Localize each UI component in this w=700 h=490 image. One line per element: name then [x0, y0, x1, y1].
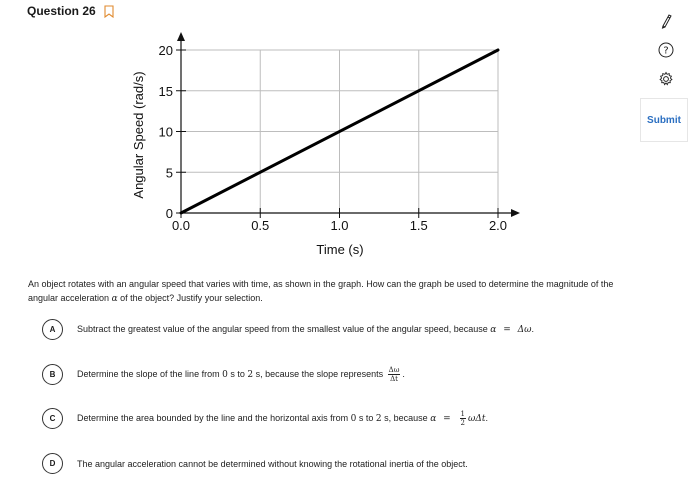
x-tick-label-3: 1.5 — [409, 218, 428, 233]
choice-b-text — [77, 366, 405, 383]
choice-c-letter: C — [42, 408, 63, 429]
question-prompt — [28, 277, 638, 306]
choice-a-delta-omega: Δω — [517, 325, 532, 335]
choice-a-text — [77, 324, 534, 335]
question-title: Question 26 — [27, 4, 96, 18]
choice-b-n2: 2 — [247, 369, 254, 380]
choice-c[interactable] — [42, 408, 488, 429]
x-axis-label: Time (s) — [316, 242, 364, 257]
choice-d-text — [77, 459, 468, 469]
x-tick-label-2: 1.0 — [330, 218, 349, 233]
prompt-alpha: α — [111, 294, 118, 304]
tool-sidebar — [648, 8, 684, 95]
choice-b-body: Determine the slope of the line from — [77, 368, 223, 379]
bookmark-icon[interactable] — [104, 5, 114, 18]
submit-panel — [640, 98, 688, 142]
question-header — [27, 4, 114, 18]
settings-gear-icon[interactable] — [655, 68, 677, 90]
y-tick-label-3: 15 — [158, 83, 173, 99]
choice-b-mid1: s to — [227, 368, 248, 379]
choice-c-body: Determine the area bounded by the line and the horizontal axis from — [77, 412, 351, 423]
choice-b-fraction — [388, 366, 401, 383]
help-icon[interactable] — [655, 39, 677, 61]
choice-c-text — [77, 410, 488, 427]
choice-c-period: . — [485, 412, 488, 423]
choice-b-letter: B — [42, 364, 63, 385]
choice-c-mid1: s to — [356, 412, 376, 423]
choice-c-mid2: s, because — [381, 412, 431, 423]
choice-a-letter: A — [42, 319, 63, 340]
x-axis-arrow — [511, 209, 520, 217]
choice-a-equals: = — [500, 325, 514, 335]
choice-b-frac-num: Δω — [388, 366, 400, 374]
choice-c-alpha: α — [430, 413, 437, 424]
choice-a[interactable] — [42, 319, 534, 340]
choice-c-fraction — [460, 410, 466, 427]
choice-d-body: The angular acceleration cannot be determined without knowing the rotational inertia of the object. — [77, 458, 468, 469]
choice-b-n1: 0 — [222, 369, 228, 380]
prompt-text-after: of the object? Justify your selection. — [117, 293, 263, 303]
choice-d-letter: D — [42, 453, 63, 474]
choice-c-equals: = — [440, 413, 454, 424]
choice-a-alpha: α — [490, 325, 497, 335]
svg-text:?: ? — [663, 45, 669, 57]
x-tick-label-1: 0.5 — [251, 218, 270, 233]
choice-b-period: . — [402, 368, 405, 379]
choice-b-frac-den: Δt — [390, 375, 398, 383]
y-tick-label-2: 10 — [158, 124, 173, 140]
pencil-icon[interactable] — [655, 10, 677, 32]
submit-button[interactable]: Submit — [647, 114, 681, 126]
choice-a-body: Subtract the greatest value of the angular speed from the smallest value of the angular speed, because — [77, 324, 491, 334]
prompt-text-before: An object rotates with an angular speed that varies with time, as shown in the graph. How can the graph be used to determine the magnitude of the angular acceleration — [28, 279, 614, 303]
y-axis-label: Angular Speed (rad/s) — [131, 71, 146, 199]
choice-c-n2: 2 — [375, 413, 382, 424]
choice-c-frac-num: 1 — [460, 410, 465, 418]
y-tick-label-1: 5 — [165, 165, 173, 181]
angular-speed-chart — [120, 28, 540, 263]
y-tick-label-0: 0 — [165, 206, 173, 221]
choice-b[interactable] — [42, 364, 405, 385]
choice-d[interactable] — [42, 453, 468, 474]
y-tick-label-4: 20 — [158, 43, 173, 58]
y-axis-arrow — [177, 32, 185, 41]
choice-b-mid2: s, because the slope represents — [253, 368, 386, 379]
choice-c-omega-dt: ωΔt — [468, 413, 486, 424]
choice-c-frac-den: 2 — [460, 419, 465, 427]
choice-a-period: . — [531, 324, 534, 334]
x-tick-label-4: 2.0 — [488, 218, 508, 233]
choice-c-n1: 0 — [350, 413, 357, 424]
x-tick-label-0: 0.0 — [171, 218, 191, 233]
